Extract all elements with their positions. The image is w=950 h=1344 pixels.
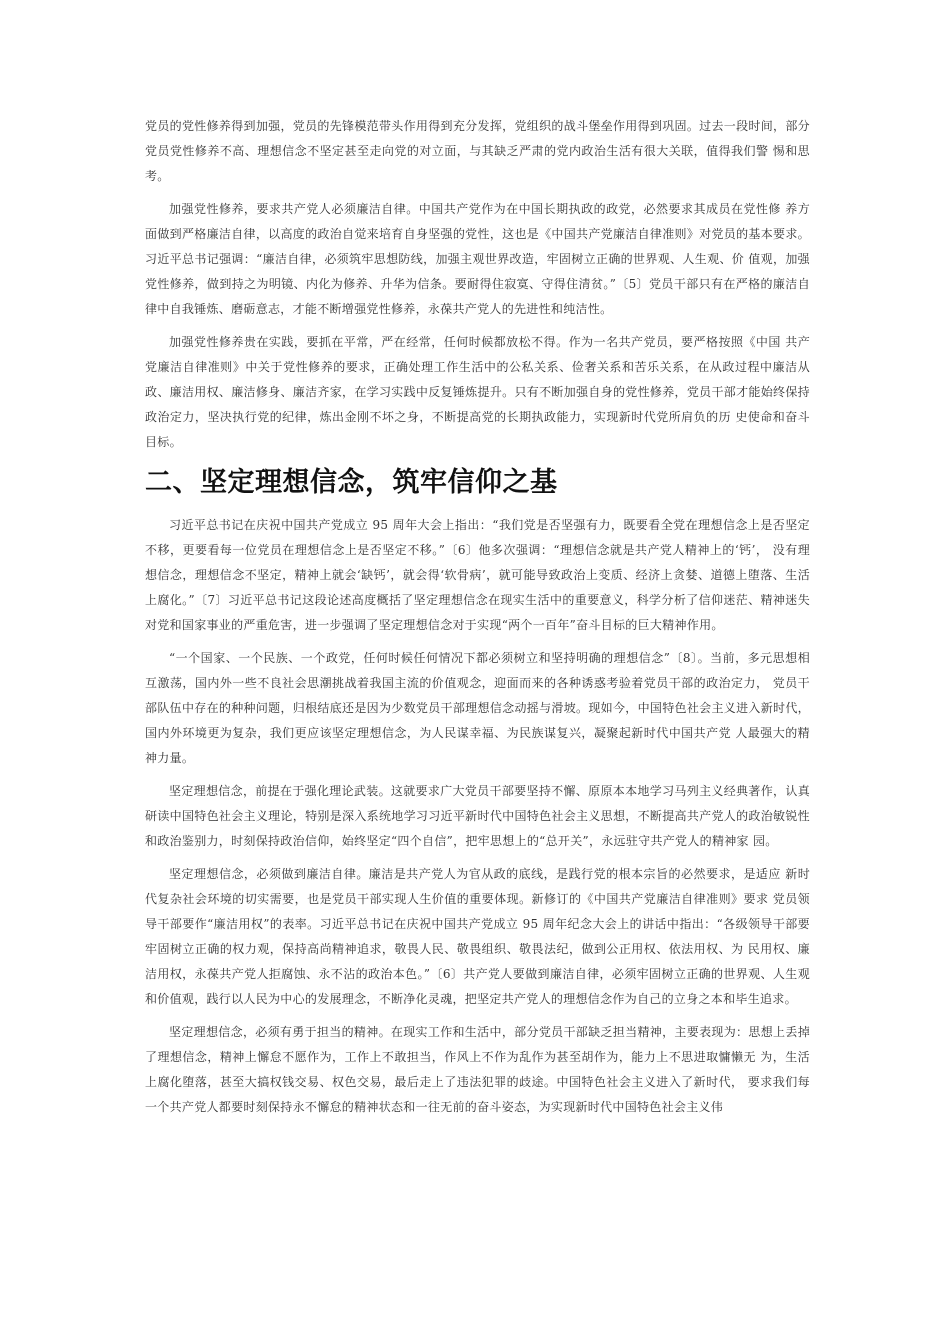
paragraph-theory: 坚定理想信念，前提在于强化理论武装。这就要求广大党员干部要坚持不懈、原原本本地学习马列主义经典著作，认真研读中国特色社会主义理论，特别是深入系统地学习习近平新时代中国特色社会主义思想，不断提高共产党人的政治敏锐性和政治鉴别力，时刻保持政治信仰，始终坚定“四个自信”，把牢思想上的“总开关”，永远驻守共产党人的精神家 园。 [145, 784, 810, 848]
paragraph-nation-ideals: “一个国家、一个民族、一个政党，任何时候任何情况下都必须树立和坚持明确的理想信念”〔8〕。当前，多元思想相互激荡，国内外一些不良社会思潮挑战着我国主流的价值观念，迎面而来的各种诱惑考验着党员干部的政治定力， 党员干部队伍中存在的种种问题，归根结底还是因为少数党员干部理想信念动摇与滑坡。现如今，中国特色社会主义进入新时代，国内外环境更为复杂，我们更应该坚定理想信念，为人民谋幸福、为民族谋复兴，凝聚起新时代中国共产党 人最强大的精神力量。 [145, 651, 810, 765]
section-heading: 二、坚定理想信念，筑牢信仰之基 [145, 467, 558, 498]
paragraph-integrity: 坚定理想信念，必须做到廉洁自律。廉洁是共产党人为官从政的底线，是践行党的根本宗旨的必然要求，是适应 新时代复杂社会环境的切实需要，也是党员干部实现人生价值的重要体现。新修订的《中国共产党廉洁自律准则》要求 党员领导干部要作“廉洁用权”的表率。习近平总书记在庆祝中国共产党成立 95 周年纪念大会上的讲话中指出：“各级领导干部要牢固树立正确的权力观，保持高尚精神追求，敬畏人民、敬畏组织、敬畏法纪，做到公正用权、依法用权、为 民用权、廉洁用权，永葆共产党人拒腐蚀、永不沾的政治本色。”〔6〕共产党人要做到廉洁自律，必须牢固树立正确的世界观、人生观和价值观，践行以人民为中心的发展理念，不断净化灵魂，把坚定共产党人的理想信念作为自己的立身之本和毕生追求。 [145, 867, 810, 1006]
paragraph-ideals-speech: 习近平总书记在庆祝中国共产党成立 95 周年大会上指出：“我们党是否坚强有力，既要看全党在理想信念上是否坚定不移，更要看每一位党员在理想信念上是否坚定不移。”〔6〕他多次强调：“理想信念就是共产党人精神上的‘钙’， 没有理想信念，理想信念不坚定，精神上就会‘缺钙’，就会得‘软骨病’，就可能导致政治上变质、经济上贪婪、道德上堕落、生活上腐化。”〔7〕习近平总书记这段论述高度概括了坚定理想信念在现实生活中的重要意义，科学分析了信仰迷茫、精神迷失对党和国家事业的严重危害，进一步强调了坚定理想信念对于实现“两个一百年”奋斗目标的巨大精神作用。 [145, 518, 810, 632]
document-page [145, 114, 810, 1128]
paragraph-self-discipline: 加强党性修养，要求共产党人必须廉洁自律。中国共产党作为在中国长期执政的政党，必然要求其成员在党性修 养方面做到严格廉洁自律，以高度的政治自觉来培育自身坚强的党性，这也是《中国共产党廉洁自律准则》对党员的基本要求。习近平总书记强调：“廉洁自律，必须筑牢思想防线，加强主观世界改造，牢固树立正确的世界观、人生观、价 值观，加强党性修养，做到持之为明镜、内化为修养、升华为信条。要耐得住寂寞、守得住清贫。”〔5〕党员干部只有在严格的廉洁自律中自我锤炼、磨砺意志，才能不断增强党性修养，永葆共产党人的先进性和纯洁性。 [145, 202, 810, 316]
paragraph-continuation: 党员的党性修养得到加强，党员的先锋模范带头作用得到充分发挥，党组织的战斗堡垒作用得到巩固。过去一段时间，部分党员党性修养不高、理想信念不坚定甚至走向党的对立面，与其缺乏严肃的党内政治生活有很大关联，值得我们警 惕和思考。 [145, 119, 810, 183]
paragraph-responsibility: 坚定理想信念，必须有勇于担当的精神。在现实工作和生活中，部分党员干部缺乏担当精神，主要表现为：思想上丢掉了理想信念，精神上懈怠不愿作为，工作上不敢担当，作风上不作为乱作为甚至胡作为，能力上不思进取慵懒无 为，生活上腐化堕落，甚至大搞权钱交易、权色交易，最后走上了违法犯罪的歧途。中国特色社会主义进入了新时代， 要求我们每一个共产党人都要时刻保持永不懈怠的精神状态和一往无前的奋斗姿态，为实现新时代中国特色社会主义伟 [145, 1025, 810, 1114]
paragraph-practice: 加强党性修养贵在实践，要抓在平常，严在经常，任何时候都放松不得。作为一名共产党员，要严格按照《中国 共产党廉洁自律准则》中关于党性修养的要求，正确处理工作生活中的公私关系、俭奢关系和苦乐关系，在从政过程中廉洁从政、廉洁用权、廉洁修身、廉洁齐家，在学习实践中反复锤炼提升。只有不断加强自身的党性修养，党员干部才能始终保持政治定力，坚决执行党的纪律，炼出金刚不坏之身，不断提高党的长期执政能力，实现新时代党所肩负的历 史使命和奋斗目标。 [145, 335, 810, 449]
